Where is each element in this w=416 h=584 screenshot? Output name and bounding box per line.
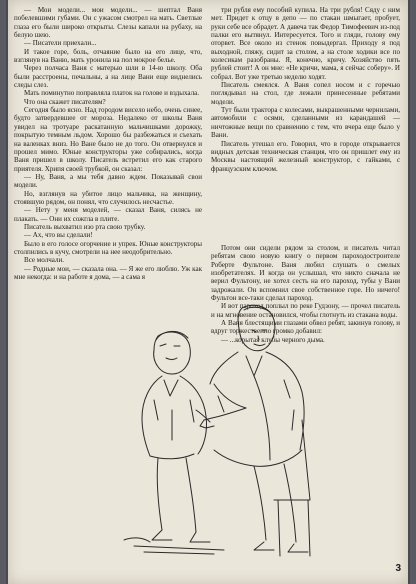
paragraph: — Родные мои, — сказала она. — Я же его люблю. Уж как мне некогда: и на работе я дома, — а сама я xyxy=(14,264,202,281)
paragraph: — ...корытая клубы черного дыма. xyxy=(221,335,325,344)
paragraph: Мать поминутно поправляла платок на голове и вздыхала. xyxy=(24,89,200,98)
text-column-left xyxy=(14,6,202,281)
text-column-right-top xyxy=(211,6,400,173)
paragraph: Тут были трактора с колесами, выкрашенными чернилами, автомобили с осями, сделанными из карандашей — ничтожные вещи по сравнению с тем, что вчера еще было у Вани. xyxy=(211,106,400,140)
paragraph: Через полчаса Ваня с матерью шли в 14-ю школу. Оба были расстроены, печальны, а на лице Вани еще виднелись следы слез. xyxy=(14,64,202,90)
paragraph: Что она скажет писателям? xyxy=(24,97,106,106)
paragraph: Писатель смеялся. А Ваня сопел носом и с горечью поглядывал на стол, где лежали принесенные ребятами модели. xyxy=(211,81,400,106)
paragraph: — Ах, что вы сделали! xyxy=(24,231,93,240)
paragraph: И такое горе, боль, отчаяние было на его лице, что, взглянув на Ваню, мать уронила на пол мокрое белье. xyxy=(14,47,202,65)
paragraph: — Ну, Ваня, а мы тебя давно ждем. Показывай свои модели. xyxy=(14,172,202,190)
paragraph: — Писатели приехали... xyxy=(24,39,97,48)
paragraph: Но, взглянув на убитое лицо мальчика, на женщину, стоявшую рядом, он понял, что случилось несчастье. xyxy=(14,189,202,206)
paragraph: Сегодня было ясно. Над городом висело небо, очень синее, будто затвердевшее от мороза. Недалеко от школы Ваня увидел на тротуаре раскатанную мальчишками дорожку, покрытую темным льдом. Хорошо бы разбежаться и съехать на валенках вниз. Но Ване было не до того. Он отвернулся и прошел мимо. Юные конструкторы уже собирались, когда Ваня пришел в школу. Писатель встретил его как старого приятеля. Хрипя своей трубкой, он сказал: xyxy=(14,106,202,173)
page-edge-right xyxy=(410,0,416,584)
paragraph: три рубля ему пособий купила. На три рубля! Сяду с ним мет. Придет к отцу в депо — по стакан шмыгает, пробует, руки себе все обрадет. А давеча так Федор Тимофеевич из-под палки его вытянул. Интересуется. Того и гляди, голову ему оторвет. Все около из стенок повыдергал. Приходу я под выходной, гляжу, сидит за столом, а на столе ходики все по колесикам разобраны. Я, конечно, кричу. Хозяйство пять рублей стоит! А он мне: «Не кричи, мама, я сейчас соберу». И собрал. Вот уже третью неделю ходят. xyxy=(211,6,400,81)
paragraph: Все молчали. xyxy=(24,256,64,265)
page-edge-left xyxy=(0,0,6,584)
drawing-icon xyxy=(114,300,312,558)
paragraph: Было в его голосе огорчение и упрек. Юные конструкторы столпились в кучу, смотрели на нее неодобрительно. xyxy=(14,239,202,256)
paragraph: Писатель выхватил изо рта свою трубку. xyxy=(24,222,146,231)
paragraph: Потом они сидели рядом за столом, и писатель читал ребятам свою новую книгу о первом пароходостроителе Роберте Фультоне. Ваня любил слушать о смелых изобретателях. И когда он услышал, что никто сначала не верил Фультону, не хотел сесть на его пароход, тубы у Вани задрожали. Он вспомнил свое собственное горе. Но ничего! Фультон все-таки сделал пароход. xyxy=(211,244,400,303)
paragraph: А Ваня блестящими глазами обвел ребят, закинув голову, и вдруг торжественно громко добавил: xyxy=(211,319,400,336)
paragraph: — Мои модели... мои модели... — шептал Ваня побелевшими губами. Он с ужасом смотрел на мать. Светлые глаза его были широко открыты. Слезы капали на рубаху, на белую шею. xyxy=(14,6,202,40)
paragraph: И вот пароход поплыл по реке Гудзону, — прочел писатель и на мгновение остановился, чтобы глотнуть из стакана воды. xyxy=(211,302,400,319)
magazine-page xyxy=(8,0,408,584)
paragraph: Писатель утешал его. Говорил, что в городе открывается видных детская техническая станция, что он пришлет ему из Москвы настоящий железный конструктор, с гайками, с французским ключом. xyxy=(211,139,400,173)
page-number: 3 xyxy=(395,563,401,574)
paragraph: — Нету у меня моделей, — сказал Ваня, силясь не плакать. — Они их сожгла в плите. xyxy=(14,206,202,223)
